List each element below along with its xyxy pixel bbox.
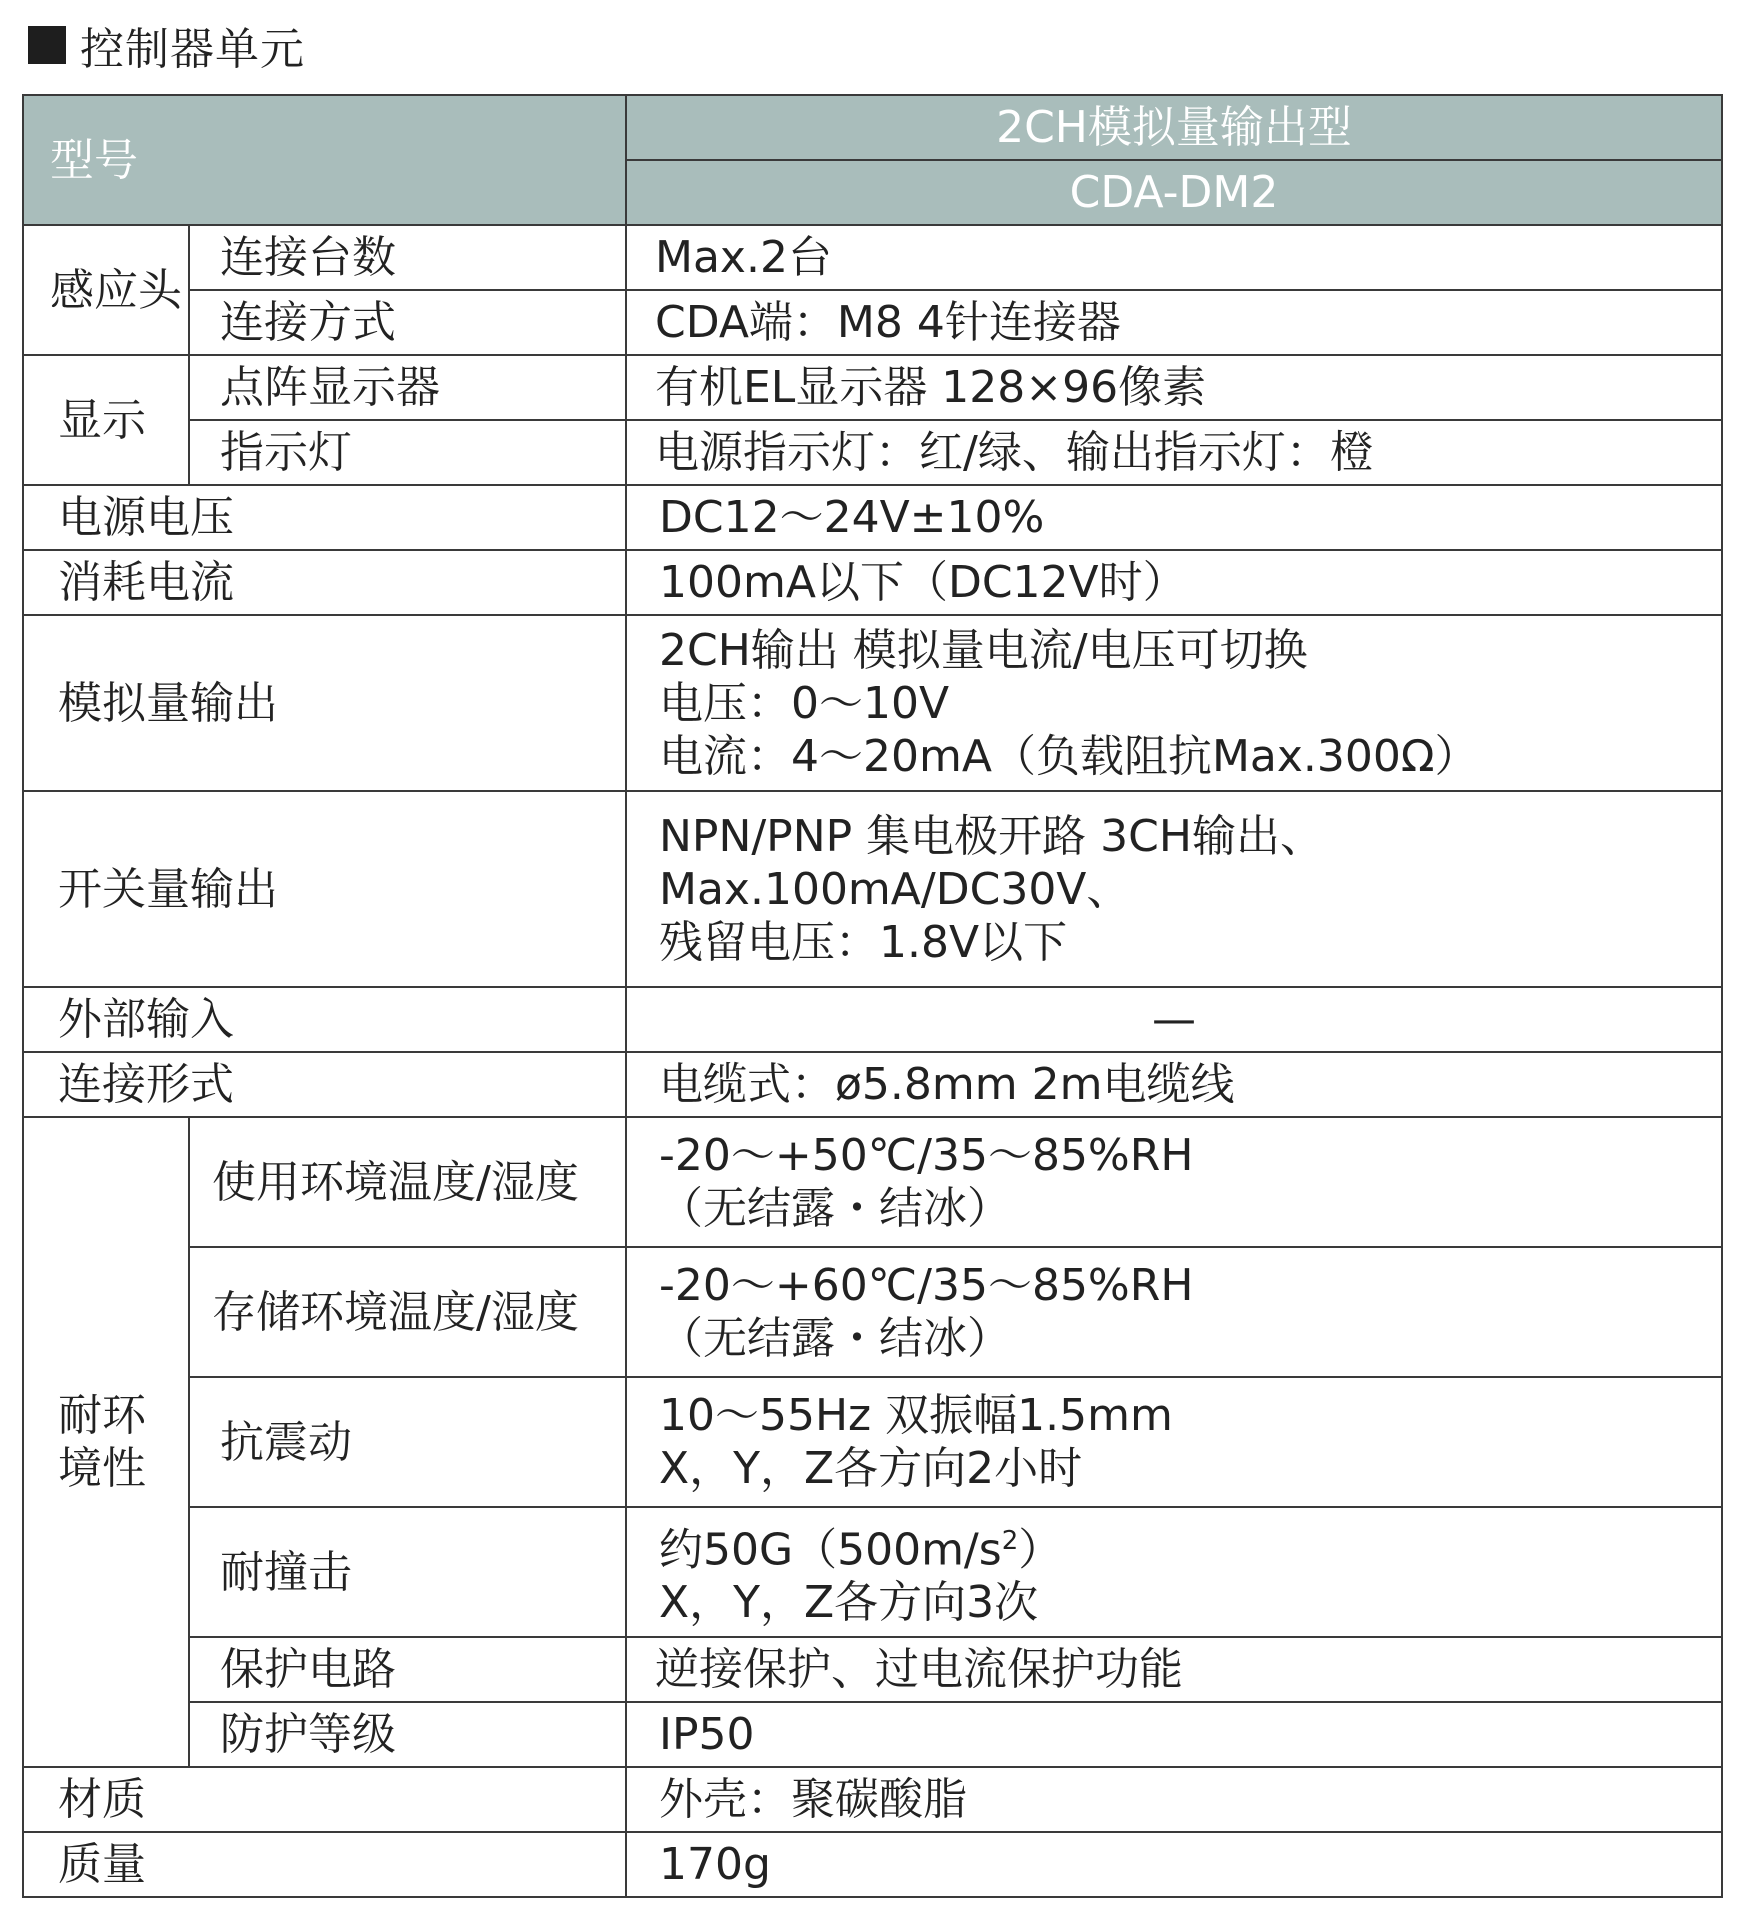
row-label-text: 材质: [58, 1774, 146, 1825]
row-label-text: 保护电路: [220, 1644, 396, 1695]
type-cell: [626, 95, 1722, 160]
row-value: [626, 1117, 1722, 1247]
table-row: [23, 1117, 1722, 1247]
row-label-text: 防护等级: [220, 1709, 396, 1760]
row-value: [626, 225, 1722, 290]
row-value-text: Max.2台: [655, 232, 832, 283]
value-line: X，Y，Z各方向3次: [659, 1577, 1039, 1629]
row-value-text: 170g: [659, 1839, 771, 1890]
row-value: [626, 1702, 1722, 1767]
row-value: [626, 615, 1722, 791]
table-row: [23, 1702, 1722, 1767]
row-value: [626, 1832, 1722, 1897]
row-label-text: 消耗电流: [58, 557, 234, 608]
row-value-text: IP50: [659, 1709, 755, 1760]
value-line: -20～+50℃/35～85%RH: [659, 1130, 1194, 1181]
table-row: [23, 987, 1722, 1052]
table-row: [23, 615, 1722, 791]
row-label-text: 模拟量输出: [58, 677, 278, 729]
row-value-text: —: [1152, 994, 1196, 1045]
value-line: X，Y，Z各方向2小时: [659, 1443, 1083, 1494]
row-label: [23, 987, 626, 1052]
value-line: 电流：4～20mA（负载阻抗Max.300Ω）: [659, 730, 1479, 782]
table-row: [23, 1507, 1722, 1637]
row-label-text: 质量: [58, 1839, 146, 1890]
table-row: [23, 1637, 1722, 1702]
table-row: [23, 420, 1722, 485]
row-label: [189, 290, 626, 355]
row-label-text: 存储环境温度/湿度: [212, 1286, 579, 1338]
row-label: [23, 615, 626, 791]
row-label-text: 连接台数: [220, 232, 396, 283]
row-label: [23, 1832, 626, 1897]
table-row: [23, 1767, 1722, 1832]
section-title-text: 控制器单元: [80, 24, 305, 75]
row-label: [23, 791, 626, 987]
row-label-text: 点阵显示器: [220, 362, 440, 413]
value-fragment: ）: [1018, 1524, 1063, 1576]
group-display: [23, 355, 189, 485]
row-label: [23, 485, 626, 550]
value-line: 2CH输出 模拟量电流/电压可切换: [659, 624, 1308, 676]
row-value: [626, 1377, 1722, 1507]
row-value: [626, 987, 1722, 1052]
row-value: [626, 1247, 1722, 1377]
group-label: 耐环: [58, 1390, 146, 1441]
table-row: [23, 1247, 1722, 1377]
row-label-text: 连接形式: [58, 1059, 234, 1110]
model-label-cell: [23, 95, 626, 225]
value-line: 电压：0～10V: [659, 677, 950, 729]
row-value: [626, 485, 1722, 550]
type-text: 2CH模拟量输出型: [996, 102, 1352, 153]
row-label: [189, 420, 626, 485]
row-label: [189, 1702, 626, 1767]
row-label-text: 连接方式: [220, 297, 396, 348]
row-label: [189, 1637, 626, 1702]
value-line: （无结露・结冰）: [659, 1183, 1011, 1234]
black-square-icon: [28, 26, 66, 64]
row-value: [626, 1507, 1722, 1637]
row-label: [189, 1247, 626, 1377]
table-row: [23, 485, 1722, 550]
row-value: [626, 420, 1722, 485]
row-label-text: 使用环境温度/湿度: [212, 1156, 579, 1208]
value-line: NPN/PNP 集电极开路 3CH输出、: [659, 810, 1324, 862]
row-value: [626, 1767, 1722, 1832]
value-line: （无结露・结冰）: [659, 1313, 1011, 1364]
row-label: [189, 1377, 626, 1507]
group-sensor: [23, 225, 189, 355]
row-label-text: 开关量输出: [58, 863, 278, 915]
model-label: 型号: [50, 134, 138, 186]
spec-table: [22, 94, 1723, 1898]
row-value-text: 有机EL显示器 128×96像素: [655, 362, 1207, 413]
group-environment: [23, 1117, 189, 1767]
row-value: [626, 1052, 1722, 1117]
row-value-text: 100mA以下（DC12V时）: [659, 557, 1187, 608]
row-label-text: 抗震动: [220, 1416, 352, 1468]
model-text: CDA-DM2: [1069, 167, 1279, 218]
value-line: Max.100mA/DC30V、: [659, 863, 1131, 915]
row-value-text: CDA端：M8 4针连接器: [655, 297, 1121, 348]
table-row: [23, 791, 1722, 987]
row-label: [189, 355, 626, 420]
row-value-text: 逆接保护、过电流保护功能: [655, 1644, 1183, 1695]
model-cell: [626, 160, 1722, 225]
row-value: [626, 355, 1722, 420]
value-fragment: 约50G（500m/s: [659, 1524, 1002, 1576]
group-label: 感应头: [50, 264, 182, 316]
table-row: [23, 1832, 1722, 1897]
table-row: [23, 1052, 1722, 1117]
header-row-type: [23, 95, 1722, 160]
table-row: [23, 225, 1722, 290]
row-value-text: 外壳：聚碳酸脂: [659, 1774, 967, 1825]
group-label: 境性: [58, 1443, 146, 1494]
row-value: [626, 1637, 1722, 1702]
row-value-text: 电缆式：ø5.8mm 2m电缆线: [659, 1059, 1235, 1110]
table-row: [23, 290, 1722, 355]
row-value: [626, 290, 1722, 355]
row-value: [626, 791, 1722, 987]
superscript: 2: [1001, 1525, 1019, 1556]
row-label: [189, 1117, 626, 1247]
row-value-text: 电源指示灯：红/绿、输出指示灯：橙: [655, 427, 1374, 478]
row-label: [189, 225, 626, 290]
row-label: [189, 1507, 626, 1637]
section-title: [28, 16, 305, 74]
value-line: -20～+60℃/35～85%RH: [659, 1260, 1194, 1311]
row-value-text: DC12～24V±10%: [659, 492, 1045, 543]
table-row: [23, 550, 1722, 615]
row-label: [23, 1767, 626, 1832]
row-label: [23, 550, 626, 615]
value-line: 残留电压：1.8V以下: [659, 916, 1068, 968]
value-line: [659, 1515, 1721, 1577]
row-label-text: 外部输入: [58, 994, 234, 1045]
group-label: 显示: [58, 394, 146, 446]
value-line: 10～55Hz 双振幅1.5mm: [659, 1390, 1173, 1441]
row-label-text: 耐撞击: [220, 1546, 352, 1598]
row-value: [626, 550, 1722, 615]
table-row: [23, 1377, 1722, 1507]
row-label: [23, 1052, 626, 1117]
row-label-text: 电源电压: [58, 492, 234, 543]
row-label-text: 指示灯: [220, 427, 352, 478]
table-row: [23, 355, 1722, 420]
